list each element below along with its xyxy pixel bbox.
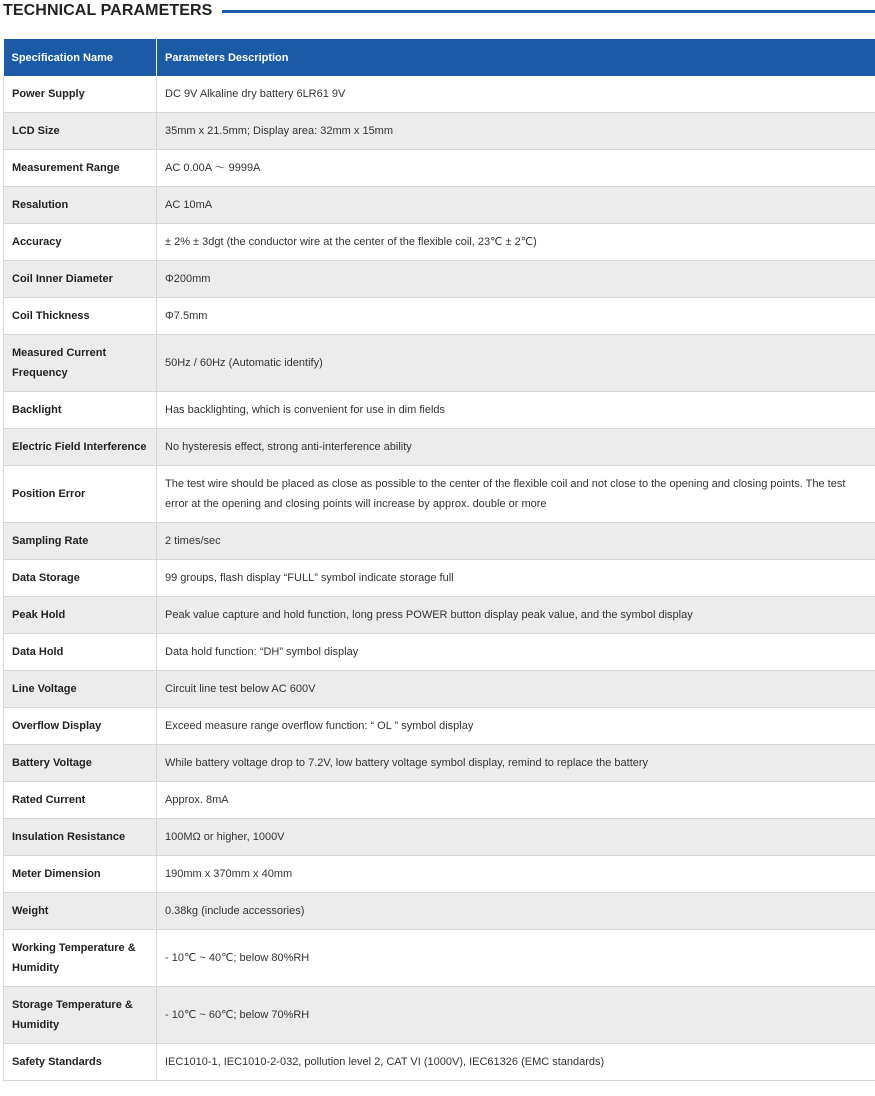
spec-value-cell: 0.38kg (include accessories): [157, 893, 875, 930]
spec-value-cell: 190mm x 370mm x 40mm: [157, 856, 875, 893]
spec-name-cell: Position Error: [4, 466, 157, 523]
table-row: [4, 187, 875, 224]
spec-value-cell: Peak value capture and hold function, long press POWER button display peak value, and the symbol display: [157, 597, 875, 634]
spec-name-cell: Battery Voltage: [4, 745, 157, 782]
table-row: [4, 76, 875, 113]
spec-value-cell: 50Hz / 60Hz (Automatic identify): [157, 335, 875, 392]
spec-name-cell: Sampling Rate: [4, 523, 157, 560]
section-header: [0, 0, 875, 36]
spec-value-cell: IEC1010-1, IEC1010-2-032, pollution level 2, CAT VI (1000V), IEC61326 (EMC standards): [157, 1044, 875, 1081]
section-title: TECHNICAL PARAMETERS: [3, 0, 220, 22]
spec-value-cell: 100MΩ or higher, 1000V: [157, 819, 875, 856]
table-row: [4, 261, 875, 298]
spec-name-cell: Weight: [4, 893, 157, 930]
spec-name-cell: Measured Current Frequency: [4, 335, 157, 392]
table-row: [4, 150, 875, 187]
table-row: [4, 224, 875, 261]
spec-value-cell: 99 groups, flash display “FULL” symbol indicate storage full: [157, 560, 875, 597]
spec-value-cell: Approx. 8mA: [157, 782, 875, 819]
table-row: [4, 597, 875, 634]
spec-value-cell: No hysteresis effect, strong anti-interference ability: [157, 429, 875, 466]
table-row: [4, 335, 875, 392]
spec-value-cell: Φ200mm: [157, 261, 875, 298]
table-row: [4, 671, 875, 708]
spec-name-cell: Resalution: [4, 187, 157, 224]
spec-value-cell: Data hold function: “DH” symbol display: [157, 634, 875, 671]
table-row: [4, 298, 875, 335]
title-divider: [222, 10, 875, 13]
table-body: [4, 76, 875, 1081]
table-row: [4, 1044, 875, 1081]
table-row: [4, 429, 875, 466]
table-row: [4, 523, 875, 560]
table-header-row: [4, 39, 875, 76]
spec-name-cell: Power Supply: [4, 76, 157, 113]
column-header-description: Parameters Description: [157, 39, 875, 76]
column-header-spec-name: Specification Name: [4, 39, 157, 76]
table-row: [4, 819, 875, 856]
spec-name-cell: Rated Current: [4, 782, 157, 819]
spec-table: [3, 39, 875, 1081]
spec-name-cell: Accuracy: [4, 224, 157, 261]
spec-value-cell: Φ7.5mm: [157, 298, 875, 335]
table-row: [4, 987, 875, 1044]
table-row: [4, 782, 875, 819]
spec-name-cell: Coil Thickness: [4, 298, 157, 335]
spec-value-cell: Has backlighting, which is convenient for use in dim fields: [157, 392, 875, 429]
spec-name-cell: Meter Dimension: [4, 856, 157, 893]
spec-name-cell: Data Hold: [4, 634, 157, 671]
spec-name-cell: Insulation Resistance: [4, 819, 157, 856]
spec-value-cell: ± 2% ± 3dgt (the conductor wire at the center of the flexible coil, 23℃ ± 2℃): [157, 224, 875, 261]
spec-name-cell: Coil Inner Diameter: [4, 261, 157, 298]
spec-value-cell: DC 9V Alkaline dry battery 6LR61 9V: [157, 76, 875, 113]
table-row: [4, 893, 875, 930]
spec-name-cell: Peak Hold: [4, 597, 157, 634]
table-row: [4, 856, 875, 893]
table-row: [4, 466, 875, 523]
table-row: [4, 392, 875, 429]
spec-value-cell: 2 times/sec: [157, 523, 875, 560]
spec-value-cell: While battery voltage drop to 7.2V, low battery voltage symbol display, remind to replace the battery: [157, 745, 875, 782]
spec-name-cell: Backlight: [4, 392, 157, 429]
table-row: [4, 930, 875, 987]
spec-value-cell: - 10℃ ~ 40℃; below 80%RH: [157, 930, 875, 987]
spec-value-cell: The test wire should be placed as close as possible to the center of the flexible coil and not close to the opening and closing points. The test error at the opening and closing points will increase by approx. double or more: [157, 466, 875, 523]
table-row: [4, 708, 875, 745]
spec-name-cell: Safety Standards: [4, 1044, 157, 1081]
spec-name-cell: Overflow Display: [4, 708, 157, 745]
spec-value-cell: Exceed measure range overflow function: “ OL ” symbol display: [157, 708, 875, 745]
spec-value-cell: Circuit line test below AC 600V: [157, 671, 875, 708]
spec-value-cell: AC 0.00A ～ 9999A: [157, 150, 875, 187]
spec-name-cell: LCD Size: [4, 113, 157, 150]
spec-name-cell: Line Voltage: [4, 671, 157, 708]
table-row: [4, 634, 875, 671]
spec-name-cell: Working Temperature & Humidity: [4, 930, 157, 987]
spec-name-cell: Data Storage: [4, 560, 157, 597]
table-row: [4, 113, 875, 150]
spec-name-cell: Storage Temperature & Humidity: [4, 987, 157, 1044]
table-row: [4, 560, 875, 597]
spec-name-cell: Electric Field Interference: [4, 429, 157, 466]
spec-name-cell: Measurement Range: [4, 150, 157, 187]
spec-value-cell: - 10℃ ~ 60℃; below 70%RH: [157, 987, 875, 1044]
spec-value-cell: AC 10mA: [157, 187, 875, 224]
spec-value-cell: 35mm x 21.5mm; Display area: 32mm x 15mm: [157, 113, 875, 150]
table-row: [4, 745, 875, 782]
